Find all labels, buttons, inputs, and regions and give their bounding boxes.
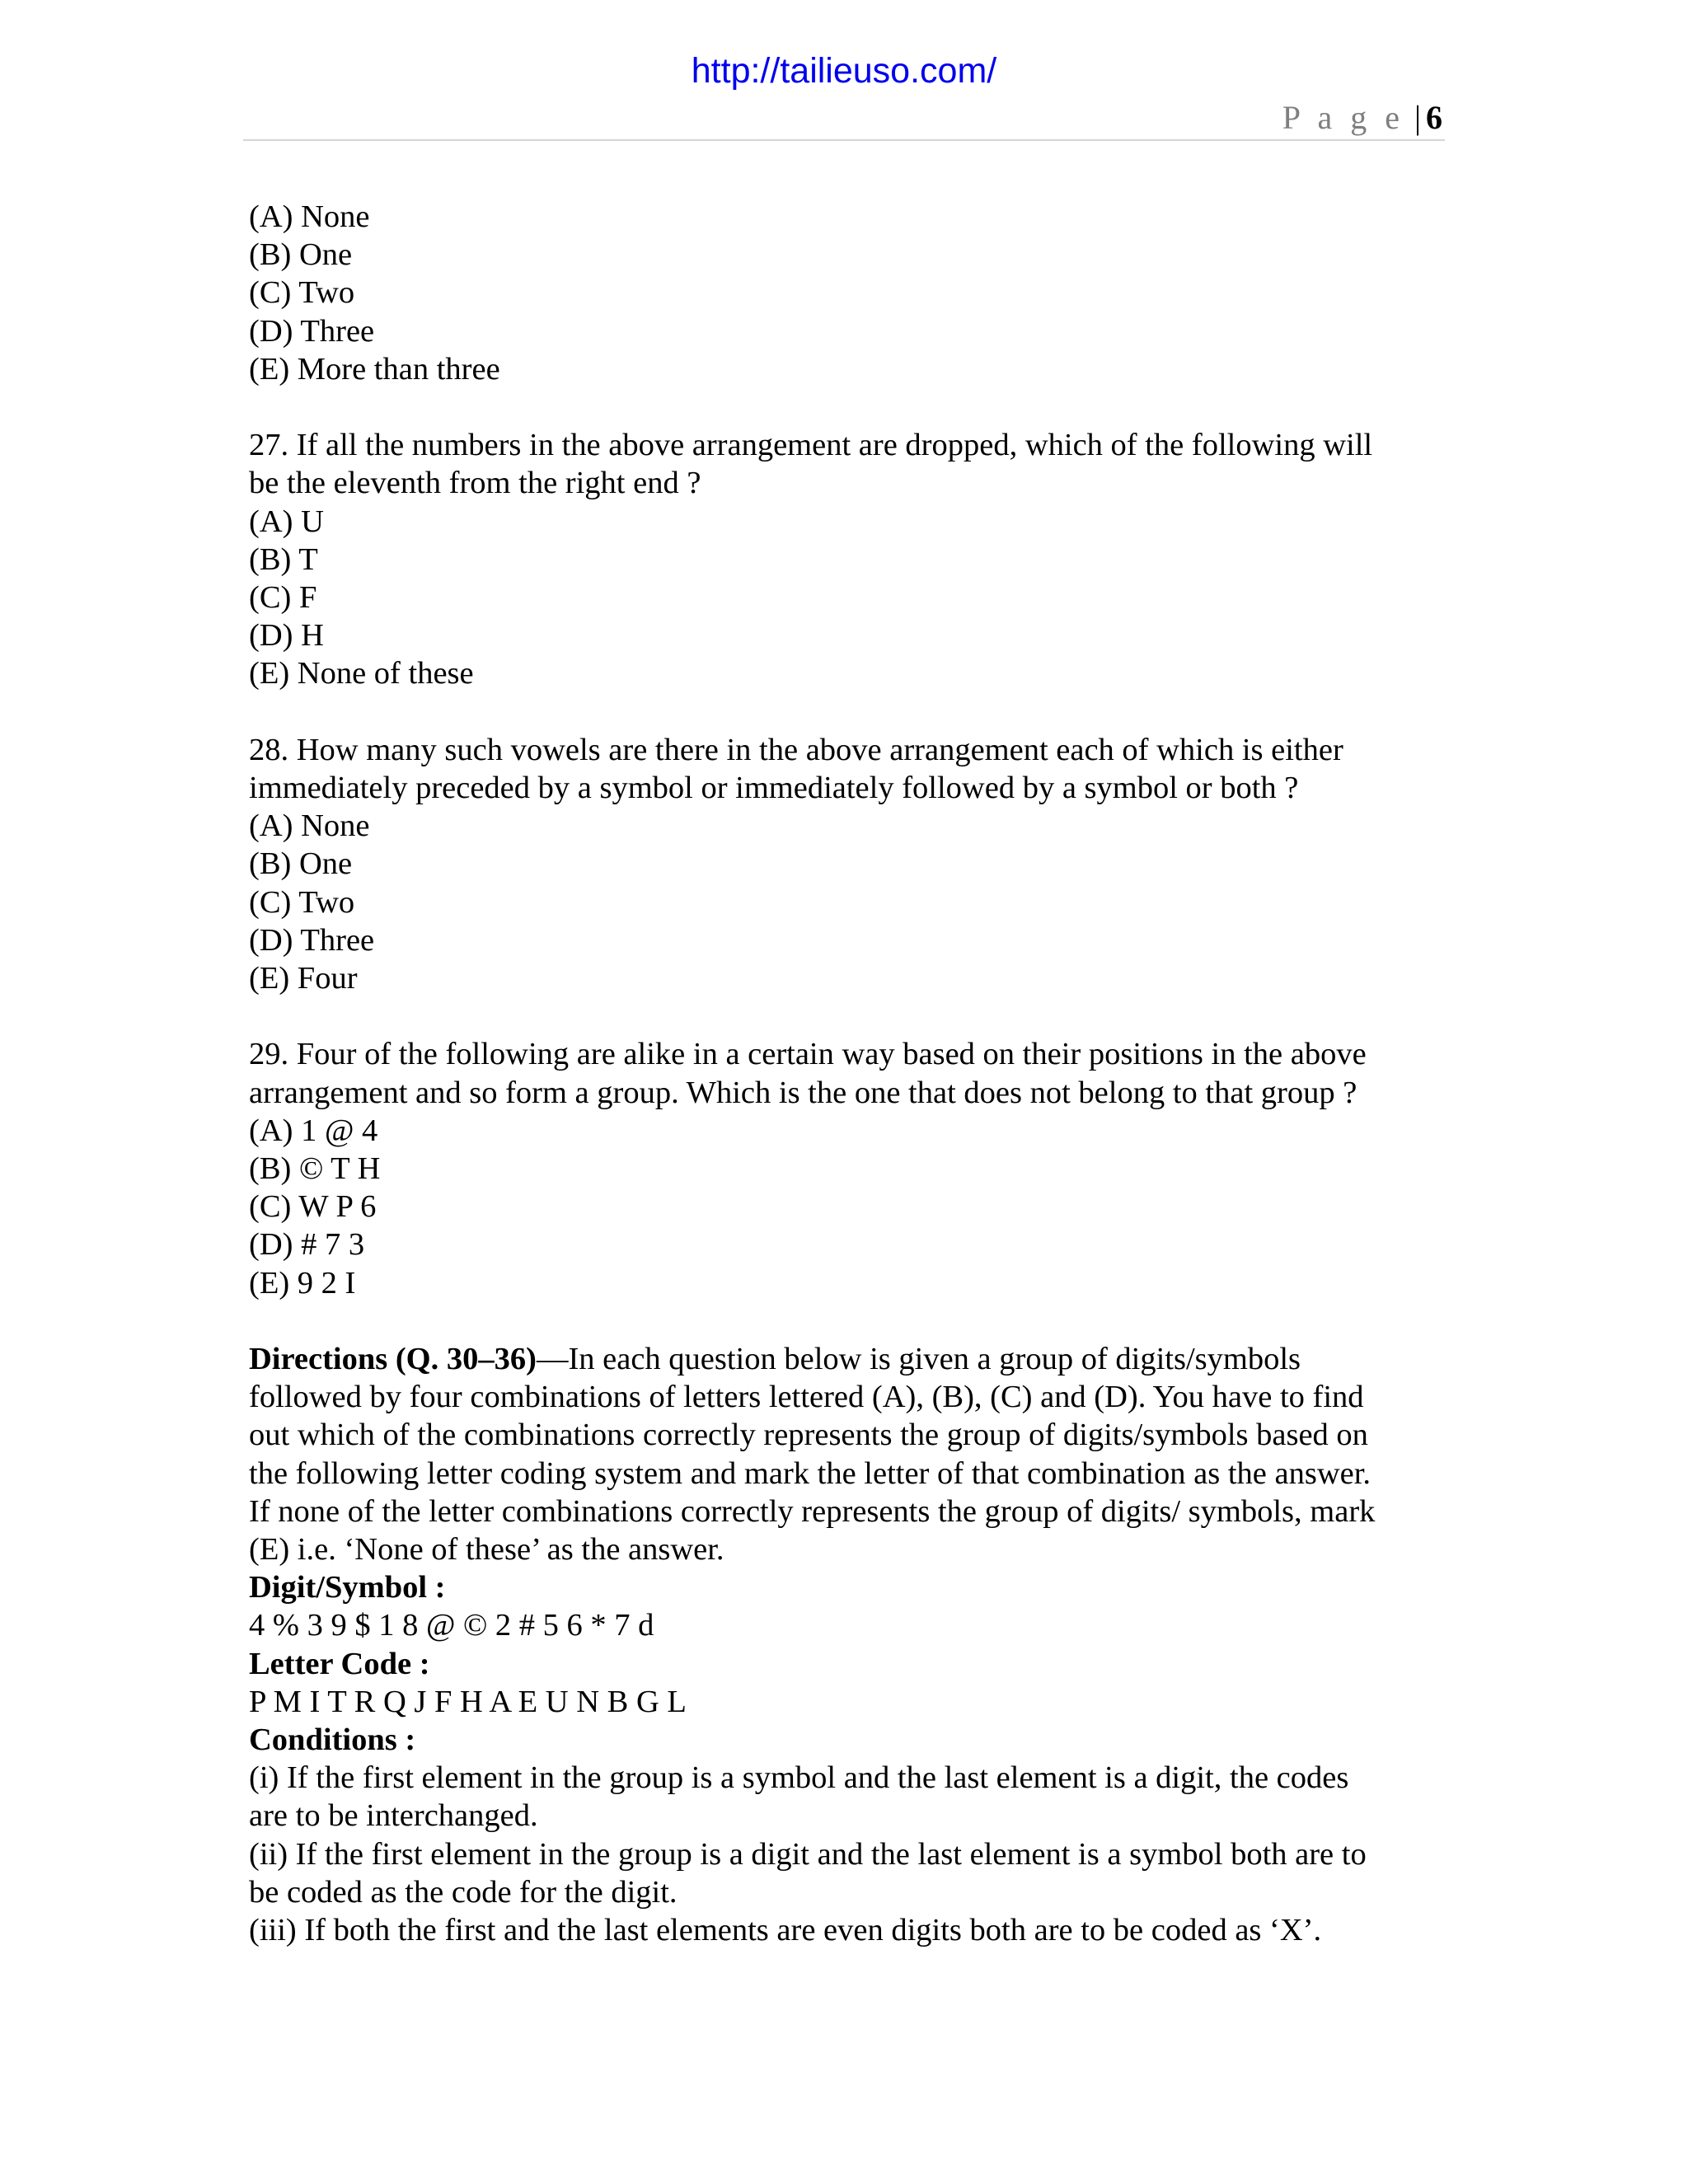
directions-text: followed by four combinations of letters lettered (A), (B), (C) and (D). You have to find <box>249 1380 1364 1415</box>
option-a: (A) 1 @ 4 <box>249 1113 378 1148</box>
digit-symbol-row: 4 % 3 9 $ 1 8 @ © 2 # 5 6 * 7 d <box>249 1608 654 1643</box>
option-c: (C) F <box>249 580 317 616</box>
site-url-link[interactable]: http://tailieuso.com/ <box>691 51 997 91</box>
directions-section <box>249 1340 1444 1949</box>
spacer <box>249 693 1444 731</box>
spacer <box>249 388 1444 426</box>
spacer <box>249 1302 1444 1340</box>
page-number: 6 <box>1426 99 1442 136</box>
option-e: (E) None of these <box>249 656 474 691</box>
condition-text: be coded as the code for the digit. <box>249 1874 678 1910</box>
question-text: 27. If all the numbers in the above arrangement are dropped, which of the following will <box>249 428 1373 463</box>
page-number-label <box>1282 97 1442 138</box>
option-e: (E) 9 2 I <box>249 1265 356 1301</box>
letter-code-row: P M I T R Q J F H A E U N B G L <box>249 1684 687 1719</box>
question-26-options <box>249 198 1444 388</box>
letter-code-label: Letter Code : <box>249 1646 430 1681</box>
option-a: (A) None <box>249 808 370 844</box>
directions-text: If none of the letter combinations correctly represents the group of digits/ symbols, mark <box>249 1493 1376 1529</box>
directions-text: —In each question below is given a group of digits/symbols <box>536 1342 1301 1377</box>
header-divider <box>243 139 1445 141</box>
question-text: arrangement and so form a group. Which is the one that does not belong to that group ? <box>249 1075 1357 1110</box>
condition-text: (ii) If the first element in the group is a digit and the last element is a symbol both are to <box>249 1836 1367 1872</box>
page-body <box>249 198 1444 1949</box>
option-d: (D) Three <box>249 922 375 958</box>
directions-text: (E) i.e. ‘None of these’ as the answer. <box>249 1532 724 1568</box>
question-28 <box>249 731 1444 997</box>
option-c: (C) Two <box>249 884 355 920</box>
option-a: (A) U <box>249 504 324 539</box>
question-text: 28. How many such vowels are there in the above arrangement each of which is either <box>249 732 1343 767</box>
option-b: (B) © T H <box>249 1151 381 1187</box>
directions-text: out which of the combinations correctly represents the group of digits/symbols based on <box>249 1418 1368 1453</box>
condition-text: are to be interchanged. <box>249 1798 538 1834</box>
spacer <box>249 997 1444 1035</box>
option-e: (E) Four <box>249 961 358 996</box>
directions-heading: Directions (Q. 30–36) <box>249 1342 537 1377</box>
question-27 <box>249 426 1444 692</box>
directions-first-line <box>249 1340 1444 1378</box>
digit-symbol-label: Digit/Symbol : <box>249 1570 446 1605</box>
page-separator: | <box>1414 99 1421 136</box>
option-a: (A) None <box>249 199 370 234</box>
conditions-label: Conditions : <box>249 1722 416 1758</box>
question-29 <box>249 1035 1444 1301</box>
directions-text: the following letter coding system and mark the letter of that combination as the answer. <box>249 1455 1372 1491</box>
question-text: be the eleventh from the right end ? <box>249 466 701 501</box>
option-b: (B) One <box>249 846 353 882</box>
option-e: (E) More than three <box>249 351 500 387</box>
option-d: (D) H <box>249 618 324 654</box>
condition-text: (iii) If both the first and the last elements are even digits both are to be coded as ‘X’. <box>249 1913 1322 1948</box>
option-b: (B) T <box>249 541 318 577</box>
page-word: P a g e <box>1282 99 1404 136</box>
question-text: 29. Four of the following are alike in a certain way based on their positions in the above <box>249 1037 1367 1072</box>
question-text: immediately preceded by a symbol or immediately followed by a symbol or both ? <box>249 771 1299 806</box>
option-d: (D) # 7 3 <box>249 1227 365 1263</box>
option-d: (D) Three <box>249 313 375 349</box>
option-b: (B) One <box>249 237 353 273</box>
condition-text: (i) If the first element in the group is a symbol and the last element is a digit, the codes <box>249 1760 1349 1796</box>
option-c: (C) Two <box>249 275 355 311</box>
option-c: (C) W P 6 <box>249 1189 377 1225</box>
